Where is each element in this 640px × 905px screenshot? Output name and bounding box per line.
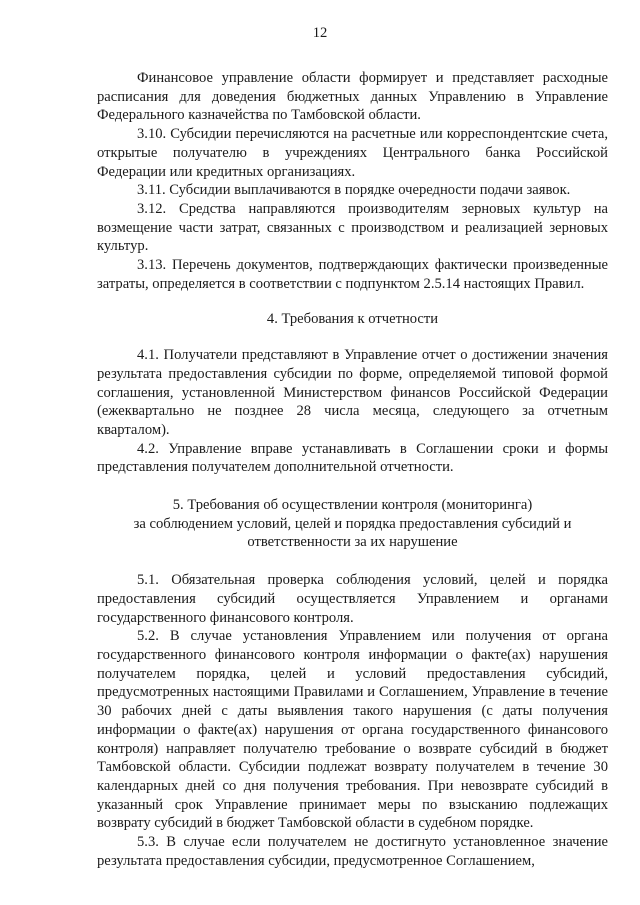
section-4-heading: 4. Требования к отчетности	[266, 311, 439, 328]
paragraph-4-1: 4.1. Получатели представляют в Управление отчет о достижении значения результата предоставления субсидии по форме, определяемой типовой формой соглашения, установленной Министерством финансов Российской Федерации (ежеквартально не позднее 28 числа месяца, следующего за отчетным кварталом).	[97, 347, 608, 438]
paragraph-5-2: 5.2. В случае установления Управлением или получения от органа государственного финансового контроля информации о факте(ах) нарушения получателем порядка, целей и условий предоставления субсидий, предусмотренных настоящими Правилами и Соглашением, Управление в течение 30 рабочих дней с даты выявления такого нарушения (с даты получения информации о факте(ах) нарушения от органа государственного финансового контроля) направляет получателю требование о возврате субсидий в бюджет Тамбовской области. Субсидии подлежат возврату получателем в течение 30 календарных дней со дня получения требования. При невозврате субсидий в указанный срок Управление принимает меры по взысканию подлежащих возврату субсидий в бюджет Тамбовской области в судебном порядке.	[97, 628, 608, 832]
paragraph-3-12: 3.12. Средства направляются производителям зерновых культур на возмещение части затрат, связанных с производством и реализацией зерновых культур.	[97, 200, 608, 255]
paragraph-3-10: 3.10. Субсидии перечисляются на расчетные или корреспондентские счета, открытые получателю в учреждениях Центрального банка Российской Федерации или кредитных организациях.	[97, 126, 608, 180]
paragraph-5-1: 5.1. Обязательная проверка соблюдения условий, целей и порядка предоставления субсидий осуществляется Управлением и органами государственного финансового контроля.	[97, 572, 608, 626]
section-5-heading-line-2: за соблюдением условий, целей и порядка предоставления субсидий и	[133, 515, 572, 532]
paragraph: Финансовое управление области формирует и представляет расходные расписания для доведения бюджетных данных Управлению в Управление Федерального казначейства по Тамбовской области.	[97, 70, 608, 124]
page-number: 12	[312, 25, 328, 41]
paragraph-3-13: 3.13. Перечень документов, подтверждающих фактически произведенные затраты, определяется в соответствии с подпунктом 2.5.14 настоящих Правил.	[97, 257, 608, 292]
section-5-heading-line-3: ответственности за их нарушение	[247, 534, 458, 551]
paragraph-4-2: 4.2. Управление вправе устанавливать в Соглашении сроки и формы представления получателем дополнительной отчетности.	[97, 440, 608, 476]
paragraph-3-11: 3.11. Субсидии выплачиваются в порядке очередности подачи заявок.	[137, 182, 571, 199]
section-5-heading-line-1: 5. Требования об осуществлении контроля (мониторинга)	[172, 497, 533, 514]
paragraph-5-3: 5.3. В случае если получателем не достигнуто установленное значение результата предоставления субсидии, предусмотренное Соглашением,	[97, 834, 608, 869]
document-body	[97, 69, 608, 870]
